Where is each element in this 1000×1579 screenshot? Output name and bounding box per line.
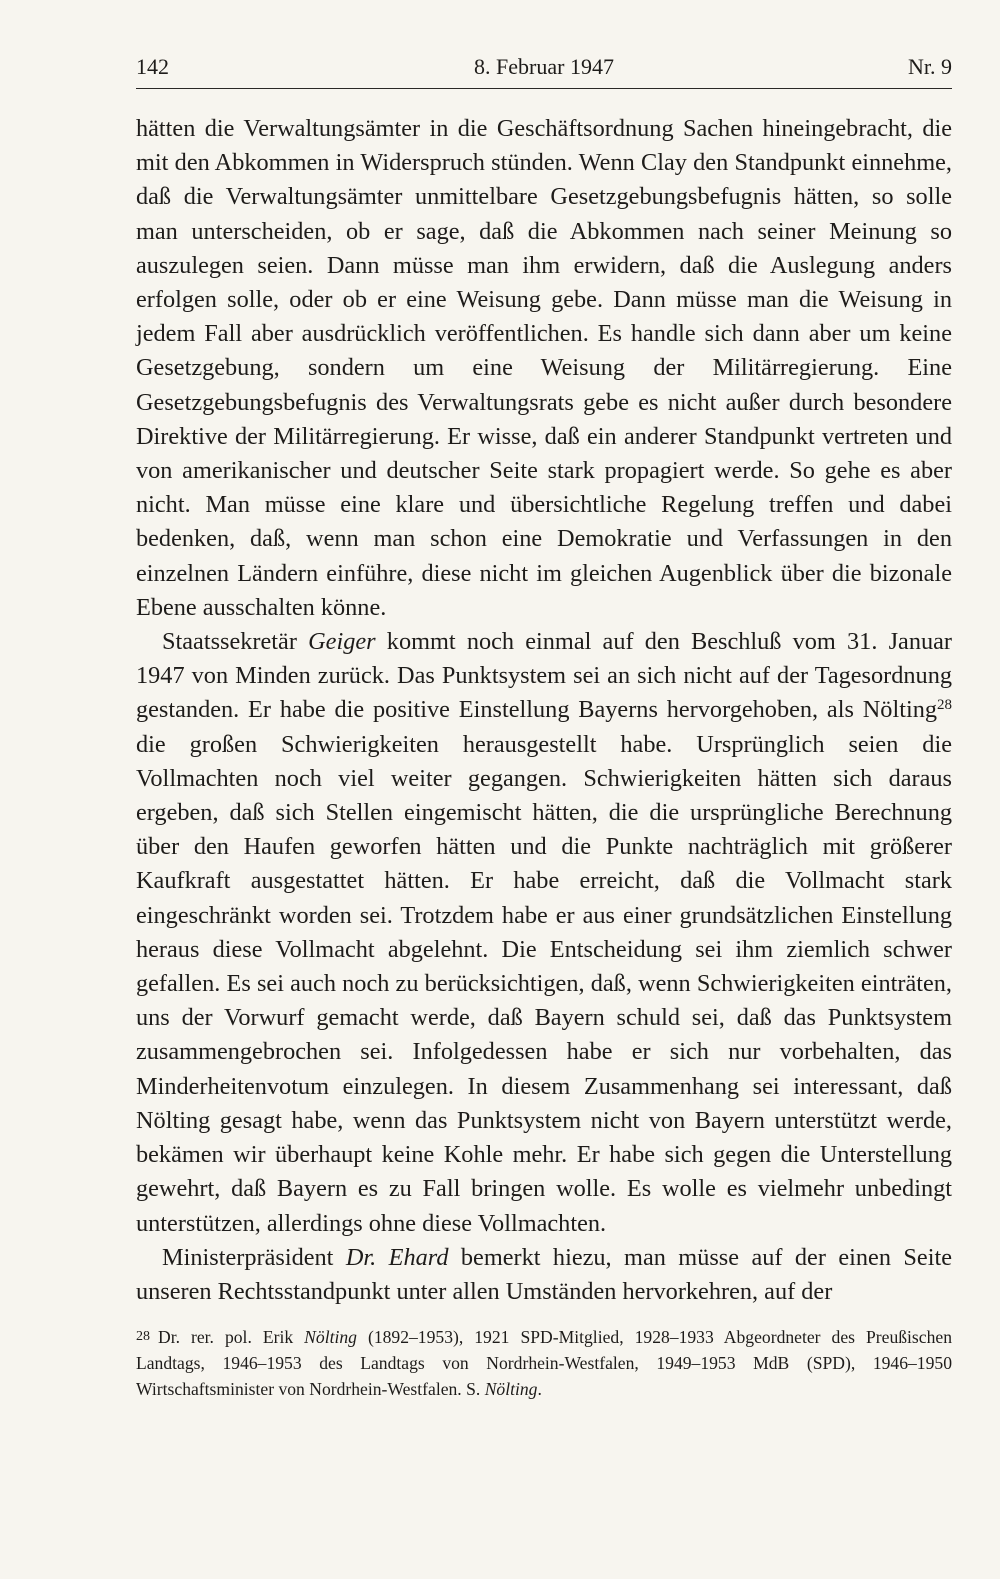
issue-number: Nr. 9 xyxy=(908,54,952,79)
footnote-name: Nölting xyxy=(304,1327,357,1347)
footnote-28 xyxy=(136,1324,952,1403)
body-text xyxy=(136,112,952,1309)
paragraph-2 xyxy=(136,625,952,1241)
paragraph-2-lead: Staatssekretär xyxy=(162,628,309,656)
paragraph-2-body-b: die großen Schwierigkeiten herausgestellt habe. Ursprünglich seien die Vollmachten noch viel weiter gegangen. Schwierigkeiten hätten sich daraus ergeben, daß sich Stellen eingemischt hätten, die die ursprüngliche Berechnung über den Haufen geworfen hätten und die Punkte nachträglich mit größerer Kaufkraft ausgestattet hätten. Er habe erreicht, daß die Vollmacht stark eingeschränkt worden sei. Trotzdem habe er aus einer grundsätzlichen Einstellung heraus diese Vollmacht abgelehnt. Die Entscheidung sei ihm ziemlich schwer gefallen. Es sei auch noch zu berücksichtigen, daß, wenn Schwierigkeiten einträten, uns der Vorwurf gemacht werde, daß Bayern schuld sei, daß das Punktsystem zusammengebrochen sei. Infolgedessen habe er sich nur vorbehalten, das Minderheitenvotum einzulegen. In diesem Zusammenhang sei interessant, daß Nölting gesagt habe, wenn das Punktsystem nicht von Bayern unterstützt werde, bekämen wir überhaupt keine Kohle mehr. Er habe sich gegen die Unterstellung gewehrt, daß Bayern es zu Fall bringen wolle. Es wolle es vielmehr unbedingt unterstützen, allerdings ohne diese Vollmachten. xyxy=(136,730,952,1237)
paragraph-3-body: bemerkt hiezu, man müsse auf der einen Seite unseren Rechtsstandpunkt unter allen Umständen hervorkehren, auf der xyxy=(136,1243,952,1305)
footnote-body: (1892–1953), 1921 SPD-Mitglied, 1928–1933 Abgeordneter des Preußischen Landtags, 1946–1953 des Landtags von Nordrhein-Westfalen, 1949–1953 MdB (SPD), 1946–1950 Wirtschaftsminister von Nordrhein-Westfalen. S. xyxy=(136,1327,952,1400)
footnote-lead: Dr. rer. pol. Erik xyxy=(158,1327,305,1347)
running-header xyxy=(136,48,952,89)
footnote-reference[interactable]: 28 xyxy=(937,697,952,714)
paragraph-1 xyxy=(136,112,952,625)
speaker-name-geiger: Geiger xyxy=(308,628,376,656)
footnote-end: . xyxy=(537,1379,542,1400)
header-date: 8. Februar 1947 xyxy=(474,54,614,79)
paragraph-3 xyxy=(136,1241,952,1309)
page-number: 142 xyxy=(136,54,169,79)
speaker-name-ehard: Dr. Ehard xyxy=(345,1243,449,1271)
paragraph-1-text: hätten die Verwaltungsämter in die Geschäftsordnung Sachen hineingebracht, die mit den Abkommen in Widerspruch stünden. Wenn Clay den Standpunkt einnehme, daß die Verwaltungsämter unmittelbare Gesetzgebungsbefugnis hätten, so solle man unterscheiden, ob er sage, daß die Abkommen nach seiner Meinung so auszulegen seien. Dann müsse man ihm erwidern, daß die Auslegung anders erfolgen solle, oder ob er eine Weisung gebe. Dann müsse man die Weisung in jedem Fall aber ausdrücklich veröffentlichen. Es handle sich dann aber um keine Gesetzgebung, sondern um eine Weisung der Militärregierung. Eine Gesetzgebungsbefugnis des Verwaltungsrats gebe es nicht außer durch besondere Direktive der Militärregierung. Er wisse, daß ein anderer Standpunkt vertreten und von amerikanischer und deutscher Seite stark propagiert werde. So gehe es aber nicht. Man müsse eine klare und übersichtliche Regelung treffen und dabei bedenken, daß, wenn man schon eine Demokratie und Verfassungen in den einzelnen Ländern einführe, diese nicht im gleichen Augenblick über die bizonale Ebene ausschalten könne. xyxy=(136,115,952,621)
footnote-number: 28 xyxy=(136,1329,150,1344)
footnote-crossref[interactable]: Nölting xyxy=(484,1379,538,1400)
paragraph-3-lead: Ministerpräsident xyxy=(162,1243,346,1271)
paragraph-2-body-a: kommt noch einmal auf den Beschluß vom 31. Januar 1947 von Minden zurück. Das Punktsystem sei an sich nicht auf der Tagesordnung gestanden. Er habe die positive Einstellung Bayerns hervorgehoben, als Nölting xyxy=(136,628,952,724)
